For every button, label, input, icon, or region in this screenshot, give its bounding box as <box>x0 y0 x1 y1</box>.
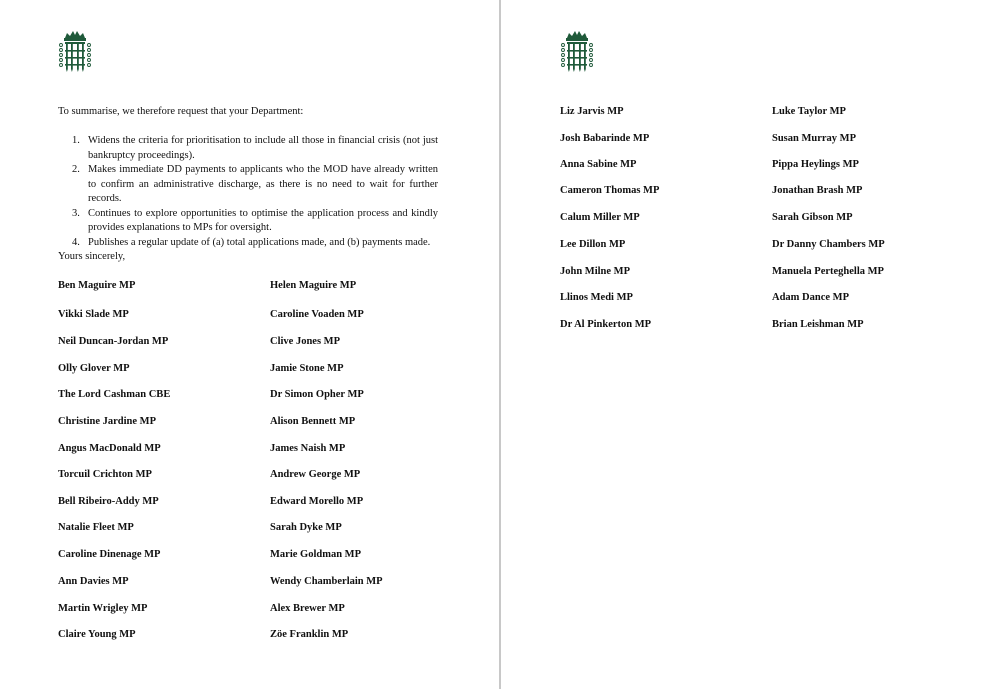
signatory: The Lord Cashman CBE <box>58 389 171 400</box>
signatory: Wendy Chamberlain MP <box>270 576 383 587</box>
signatory: Claire Young MP <box>58 629 136 640</box>
signatory: Brian Leishman MP <box>772 319 864 330</box>
signatory: Christine Jardine MP <box>58 416 156 427</box>
signatory: Anna Sabine MP <box>560 159 637 170</box>
signatory: Olly Glover MP <box>58 363 130 374</box>
signatory: Luke Taylor MP <box>772 106 846 117</box>
list-item: 2. Makes immediate DD payments to applicants who the MOD have already written to confirm an administrative discharge, as there is no need to wait for further records. <box>72 164 438 204</box>
letter-page-2 <box>501 0 1000 689</box>
list-item: 3. Continues to explore opportunities to optimise the application process and kindly provides explanations to MPs for oversight. <box>72 207 438 233</box>
intro-paragraph: To summarise, we therefore request that your Department: <box>58 106 304 117</box>
signatory: Cameron Thomas MP <box>560 185 660 196</box>
signatory: Bell Ribeiro-Addy MP <box>58 496 159 507</box>
request-list <box>58 134 438 250</box>
signatory: Angus MacDonald MP <box>58 443 161 454</box>
signatory: Sarah Gibson MP <box>772 212 853 223</box>
list-item: 1. Widens the criteria for prioritisation to include all those in financial crisis (not just bankruptcy proceedings). <box>72 135 438 161</box>
signatory: Ann Davies MP <box>58 576 129 587</box>
signatory: Natalie Fleet MP <box>58 522 134 533</box>
signatory: Lee Dillon MP <box>560 239 626 250</box>
signatory: Jonathan Brash MP <box>772 185 863 196</box>
signatory: Adam Dance MP <box>772 292 849 303</box>
signatory: Manuela Perteghella MP <box>772 266 884 277</box>
portcullis-crest-icon <box>559 30 595 72</box>
signatory: Dr Simon Opher MP <box>270 389 364 400</box>
signatory: James Naish MP <box>270 443 346 454</box>
signatory: Martin Wrigley MP <box>58 603 148 614</box>
signatory: Dr Danny Chambers MP <box>772 239 885 250</box>
letter-page-1 <box>0 0 499 689</box>
signatory: Sarah Dyke MP <box>270 522 342 533</box>
signatory: Edward Morello MP <box>270 496 364 507</box>
signatory: Ben Maguire MP <box>58 280 136 291</box>
signatory: Josh Babarinde MP <box>560 133 650 144</box>
signatory: Alison Bennett MP <box>270 416 356 427</box>
signatory: Dr Al Pinkerton MP <box>560 319 652 330</box>
signatory: Susan Murray MP <box>772 133 856 144</box>
signatory: John Milne MP <box>560 266 630 277</box>
signatory: Calum Miller MP <box>560 212 640 223</box>
signatory: Liz Jarvis MP <box>560 106 624 117</box>
list-item: 4. Publishes a regular update of (a) total applications made, and (b) payments made. <box>72 236 431 248</box>
signatory: Torcuil Crichton MP <box>58 469 152 480</box>
signatory: Jamie Stone MP <box>270 363 344 374</box>
signatory: Neil Duncan-Jordan MP <box>58 336 169 347</box>
signatory: Caroline Dinenage MP <box>58 549 161 560</box>
signatory: Vikki Slade MP <box>58 309 129 320</box>
signatory: Clive Jones MP <box>270 336 340 347</box>
signatory: Andrew George MP <box>270 469 361 480</box>
closing-salutation: Yours sincerely, <box>58 251 126 262</box>
signatory: Marie Goldman MP <box>270 549 361 560</box>
signatory: Alex Brewer MP <box>270 603 345 614</box>
signatory: Pippa Heylings MP <box>772 159 859 170</box>
signatory: Caroline Voaden MP <box>270 309 364 320</box>
signatory: Helen Maguire MP <box>270 280 357 291</box>
signatory: Llinos Medi MP <box>560 292 633 303</box>
portcullis-crest-icon <box>57 30 93 72</box>
signatory: Zöe Franklin MP <box>270 629 349 640</box>
